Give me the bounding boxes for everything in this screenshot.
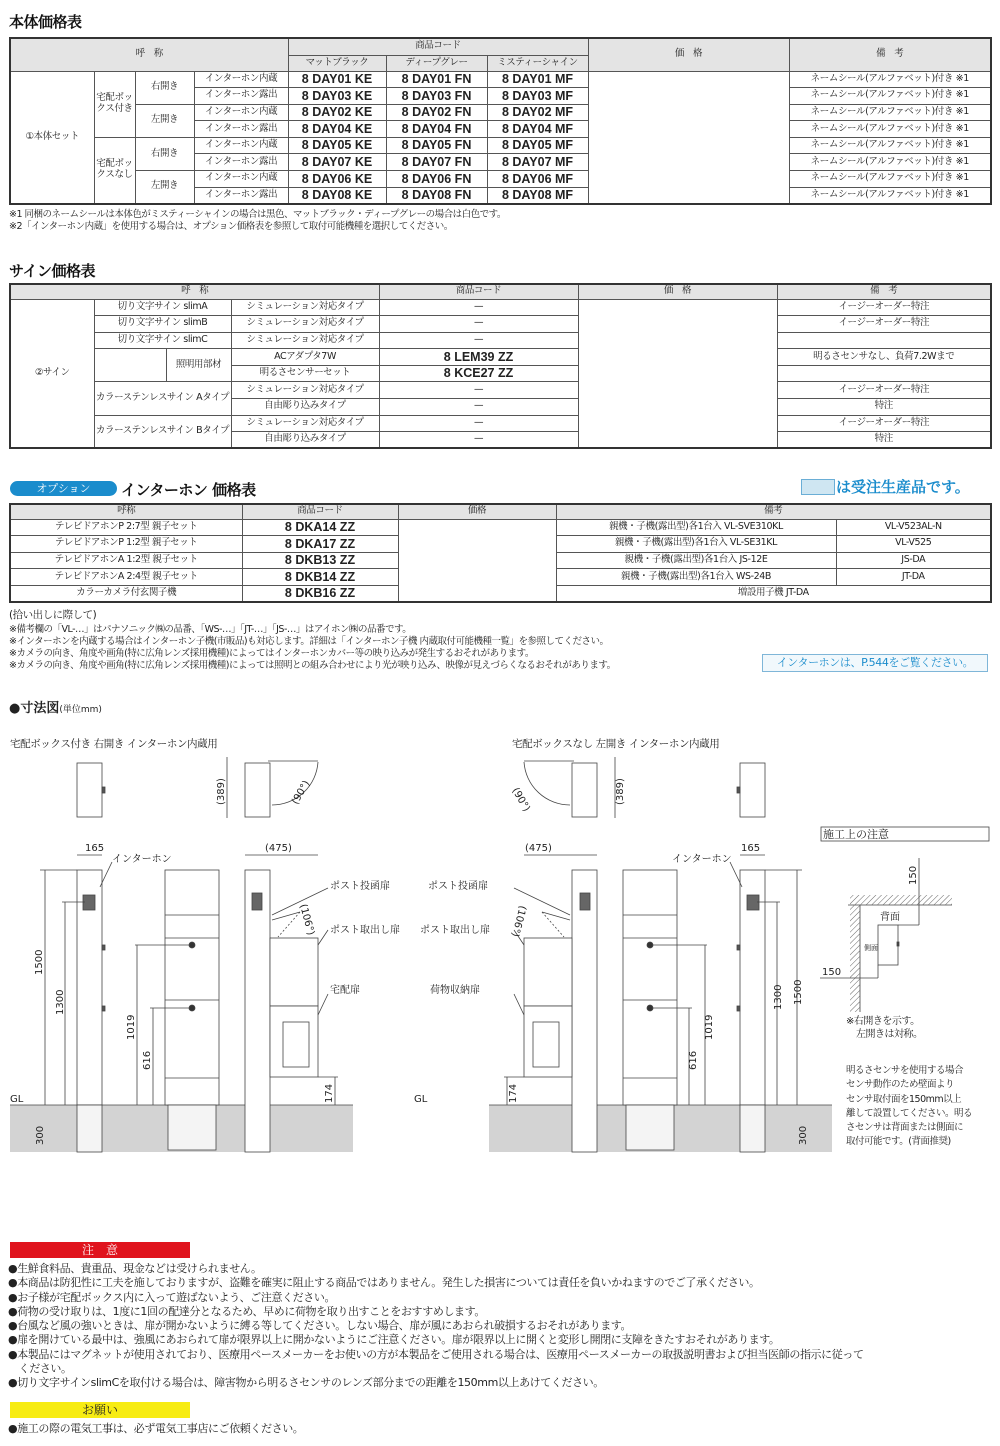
right-diagram-title: 宅配ボックスなし 左開き インターホン内蔵用 [512, 738, 720, 750]
left-dim-1500: 1500 [34, 949, 45, 975]
left-label-post-out: ポスト取出し扉 [330, 925, 400, 936]
right-dim-616: 616 [688, 1050, 699, 1070]
product-code: — [379, 399, 578, 416]
notes-heading: (拾い出しに際して) [9, 609, 97, 621]
left-dim-616: 616 [142, 1050, 153, 1070]
left-dim-389: (389) [216, 778, 227, 805]
install-back-label: 背面 [880, 912, 900, 923]
product-code: 8 DKB13 ZZ [242, 552, 398, 569]
note-cell: 明るさセンサなし、負荷7.2Wまで [777, 349, 991, 366]
product-code: 8 DAY07 MF [487, 154, 588, 171]
opening-label: 左開き [135, 104, 194, 137]
main-table-title: 本体価格表 [9, 13, 82, 31]
product-code: 8 DAY01 KE [288, 71, 386, 88]
note-cell: イージーオーダー特注 [777, 299, 991, 316]
type-cell: シミュレーション対応タイプ [231, 316, 379, 333]
caution-list [8, 1262, 864, 1391]
header-code: 商品コード [288, 38, 588, 55]
note-cell: イージーオーダー特注 [777, 415, 991, 432]
type-cell: シミュレーション対応タイプ [231, 332, 379, 349]
product-code: 8 DAY06 MF [487, 171, 588, 188]
caution-item: ●本商品は防犯性に工夫を施しておりますが、盗難を確実に阻止する商品ではありません。発生した損害については責任を負いかねますのでご了承ください。 [8, 1276, 760, 1290]
note-cell: 親機・子機(露出型)各1台入 VL-SE31KL [556, 536, 836, 553]
option-note-4: ※カメラの向き、角度や画角(特に広角レンズ採用機種)によっては照明との組み合わせにより光が映り込み、映像が見えづらくなるおそれがあります。 [9, 660, 616, 671]
left-dim-1300: 1300 [55, 989, 66, 1015]
right-dim-1019: 1019 [704, 1014, 715, 1040]
made-to-order-label: は受注生産品です。 [836, 478, 970, 496]
left-diagram-title: 宅配ボックス付き 右開き インターホン内蔵用 [10, 738, 218, 750]
install-mirror-note-1: ※右開きを示す。 [846, 1016, 920, 1027]
sign-table-title: サイン価格表 [9, 262, 95, 280]
model-cell: VL-V525 [836, 536, 991, 553]
product-code: 8 DKB14 ZZ [242, 569, 398, 586]
dimension-title-text: ●寸法図 [9, 701, 60, 716]
caution-item: ●生鮮食料品、貴重品、現金などは受けられません。 [8, 1262, 262, 1275]
variant-cell: インターホン内蔵 [194, 137, 288, 154]
caution-item: ●切り文字サインslimCを取付ける場合は、障害物から明るさセンサのレンズ部分までの距離を150mm以上あけてください。 [8, 1376, 604, 1390]
left-dim-165: 165 [85, 843, 105, 854]
right-dim-300: 300 [798, 1125, 809, 1145]
product-code: 8 DAY02 FN [386, 104, 487, 121]
sensor-note-line: 明るさセンサを使用する場合 [846, 1065, 964, 1076]
header-code: 商品コード [242, 504, 398, 519]
header-color-misty-shine: ミスティーシャイン [487, 55, 588, 71]
caution-header: 注 意 [10, 1242, 190, 1258]
option-badge: オプション [10, 481, 117, 496]
caution-item: ●本製品にはマグネットが使用されており、医療用ペースメーカーをお使いの方が本製品をご使用される場合は、医療用ペースメーカーの取扱説明書および担当医師の指示に従って [8, 1347, 864, 1361]
box-group-label: 宅配ボックス付き [94, 71, 135, 137]
header-name: 呼 称 [10, 284, 379, 299]
product-code: 8 DAY04 FN [386, 121, 487, 138]
type-cell: 明るさセンサーセット [231, 365, 379, 382]
caution-item: ●お子様が宅配ボックス内に入って遊ばないよう、ご注意ください。 [8, 1290, 336, 1304]
header-price: 価 格 [588, 38, 789, 71]
sign-name: カラーステンレスサイン Bタイプ [94, 415, 231, 448]
product-code: 8 DAY06 FN [386, 171, 487, 188]
note-cell: ネームシール(アルファベット)付き ※1 [789, 121, 991, 138]
right-label-post-in: ポスト投函扉 [428, 881, 488, 892]
product-code: 8 DAY05 MF [487, 137, 588, 154]
left-unit-drawing [10, 757, 353, 1152]
sensor-note-line: 取付可能です。(背面推奨) [846, 1136, 951, 1148]
see-page-link[interactable]: インターホンは、P.544をご覧ください。 [762, 654, 988, 672]
model-cell: JS-DA [836, 552, 991, 569]
sign-name: 切り文字サイン slimC [94, 332, 231, 349]
left-dim-174: 174 [324, 1083, 335, 1103]
header-code: 商品コード [379, 284, 578, 299]
caution-item: ●台風など風の強いときは、扉が開かないように縛る等してください。しない場合、扉が風にあおられ破損するおそれがあります。 [8, 1319, 632, 1333]
variant-cell: インターホン露出 [194, 154, 288, 171]
intercom-name: テレビドアホンA 1:2型 親子セット [10, 552, 242, 569]
sign-name: 切り文字サイン slimB [94, 316, 231, 333]
request-header: お願い [10, 1402, 190, 1418]
product-code: 8 DAY02 KE [288, 104, 386, 121]
right-dim-106deg: (106°) [508, 904, 528, 938]
sensor-note-line: 離して設置してください。明る [846, 1107, 973, 1119]
install-side-label: 側面 [864, 944, 878, 952]
install-clearance-diagram [820, 827, 989, 1012]
product-code: 8 DAY04 KE [288, 121, 386, 138]
caution-item: ●荷物の受け取りは、1度に1回の配達分となるため、早めに荷物を取り出すことをおすすめします。 [8, 1304, 485, 1318]
variant-cell: インターホン内蔵 [194, 104, 288, 121]
install-mirror-note-2: 左開きは対称。 [856, 1029, 923, 1040]
product-code: 8 DAY08 FN [386, 187, 487, 204]
note-cell: 親機・子機(露出型)各1台入 VL-SVE310KL [556, 519, 836, 536]
product-code: 8 DAY01 FN [386, 71, 487, 88]
product-code: 8 DAY05 FN [386, 137, 487, 154]
dimension-unit: (単位mm) [59, 705, 102, 715]
option-note-2: ※インターホンを内蔵する場合はインターホン子機(市販品)も対応します。詳細は「インターホン子機 内蔵取付可能機種一覧」を参照してください。 [9, 636, 609, 647]
option-note-1: ※備考欄の「VL-…」はパナソニック㈱の品番、「WS-…」「JT-…」「JS-…」はアイホン㈱の品番です。 [9, 624, 412, 635]
variant-cell: インターホン内蔵 [194, 71, 288, 88]
note-cell: 増設用子機 JT-DA [556, 585, 991, 602]
variant-cell: インターホン内蔵 [194, 171, 288, 188]
type-cell: ACアダプタ7W [231, 349, 379, 366]
request-item: ●施工の際の電気工事は、必ず電気工事店にご依頼ください。 [8, 1422, 304, 1435]
product-code: 8 LEM39 ZZ [379, 349, 578, 366]
right-label-intercom: インターホン [672, 854, 732, 865]
product-code: 8 DAY05 KE [288, 137, 386, 154]
caution-item: ●扉を開けている最中は、強風にあおられて扉が限界以上に開かないようにご注意ください。扉が限界以上に開くと変形し開閉に支障をきたすおそれがあります。 [8, 1333, 780, 1347]
header-note: 備考 [556, 504, 991, 519]
product-code: — [379, 299, 578, 316]
footnote-1: ※1 同梱のネームシールは本体色がミスティーシャインの場合は黒色、マットブラック・ディープグレーの場合は白色です。 [9, 209, 506, 220]
product-code: 8 DAY03 MF [487, 88, 588, 105]
note-cell: ネームシール(アルファベット)付き ※1 [789, 104, 991, 121]
set-label: ②サイン [10, 299, 94, 448]
type-cell: シミュレーション対応タイプ [231, 382, 379, 399]
right-dim-1300: 1300 [773, 984, 784, 1010]
type-cell: 自由彫り込みタイプ [231, 399, 379, 416]
header-price: 価格 [398, 504, 556, 519]
left-gl: GL [10, 1094, 24, 1105]
right-label-post-out: ポスト取出し扉 [420, 925, 490, 936]
product-code: 8 DAY08 KE [288, 187, 386, 204]
right-gl: GL [414, 1094, 428, 1105]
product-code: 8 DKA14 ZZ [242, 519, 398, 536]
left-dim-1019: 1019 [126, 1014, 137, 1040]
variant-cell: インターホン露出 [194, 187, 288, 204]
product-code: — [379, 382, 578, 399]
sign-name: 切り文字サイン slimA [94, 299, 231, 316]
left-label-intercom: インターホン [112, 854, 172, 865]
product-code: — [379, 415, 578, 432]
product-code: 8 DAY01 MF [487, 71, 588, 88]
right-dim-174: 174 [508, 1083, 519, 1103]
note-cell: ネームシール(アルファベット)付き ※1 [789, 187, 991, 204]
header-name: 呼称 [10, 504, 242, 519]
type-cell: シミュレーション対応タイプ [231, 299, 379, 316]
opening-label: 右開き [135, 137, 194, 170]
left-label-delivery: 宅配扉 [330, 985, 360, 996]
note-cell: 親機・子機(露出型)各1台入 JS-12E [556, 552, 836, 569]
install-sensor-note [846, 1064, 972, 1150]
type-cell: 自由彫り込みタイプ [231, 432, 379, 449]
intercom-name: テレビドアホンP 2:7型 親子セット [10, 519, 242, 536]
right-label-storage: 荷物収納扉 [430, 985, 480, 996]
sensor-note-line: さセンサは背面または側面に [846, 1122, 964, 1134]
note-cell: イージーオーダー特注 [777, 382, 991, 399]
product-code: — [379, 316, 578, 333]
sub-label: 照明用部材 [166, 349, 231, 382]
product-code: 8 DAY08 MF [487, 187, 588, 204]
left-dim-300: 300 [35, 1125, 46, 1145]
set-label: ①本体セット [10, 71, 94, 204]
product-code: 8 DKB16 ZZ [242, 585, 398, 602]
intercom-name: カラーカメラ付玄関子機 [10, 585, 242, 602]
opening-label: 左開き [135, 171, 194, 204]
right-unit-drawing [489, 757, 832, 1152]
note-cell: イージーオーダー特注 [777, 316, 991, 333]
caution-item: ください。 [8, 1362, 72, 1376]
note-cell: ネームシール(アルファベット)付き ※1 [789, 88, 991, 105]
left-label-post-in: ポスト投函扉 [330, 881, 390, 892]
note-cell: ネームシール(アルファベット)付き ※1 [789, 154, 991, 171]
intercom-name: テレビドアホンP 1:2型 親子セット [10, 536, 242, 553]
header-color-matt-black: マットブラック [288, 55, 386, 71]
model-cell: VL-V523AL-N [836, 519, 991, 536]
opening-label: 右開き [135, 71, 194, 104]
install-dim-150-back: 150 [908, 865, 919, 885]
right-dim-1500: 1500 [793, 979, 804, 1005]
install-title: 施工上の注意 [823, 828, 889, 841]
product-code: 8 DAY07 KE [288, 154, 386, 171]
header-price: 価 格 [578, 284, 777, 299]
intercom-name: テレビドアホンA 2:4型 親子セット [10, 569, 242, 586]
sensor-note-line: センサ動作のため壁面より [846, 1079, 955, 1091]
header-name: 呼 称 [10, 38, 288, 71]
header-note: 備 考 [777, 284, 991, 299]
box-group-label: 宅配ボックスなし [94, 137, 135, 203]
footnote-2: ※2「インターホン内蔵」を使用する場合は、オプション価格表を参照して取付可能機種を選択してください。 [9, 221, 453, 232]
note-cell: ネームシール(アルファベット)付き ※1 [789, 137, 991, 154]
note-cell: 親機・子機(露出型)各1台入 WS-24B [556, 569, 836, 586]
type-cell: シミュレーション対応タイプ [231, 415, 379, 432]
left-dim-106deg: (106°) [297, 902, 316, 937]
note-cell: 特注 [777, 399, 991, 416]
product-code: 8 DAY03 FN [386, 88, 487, 105]
left-dim-475: (475) [265, 843, 292, 854]
model-cell: JT-DA [836, 569, 991, 586]
header-color-deep-gray: ディープグレー [386, 55, 487, 71]
product-code: — [379, 332, 578, 349]
product-code: 8 KCE27 ZZ [379, 365, 578, 382]
product-code: 8 DAY02 MF [487, 104, 588, 121]
variant-cell: インターホン露出 [194, 88, 288, 105]
right-dim-90deg: (90°) [509, 786, 532, 814]
note-cell: 特注 [777, 432, 991, 449]
option-table-title: インターホン 価格表 [121, 481, 256, 499]
note-cell: ネームシール(アルファベット)付き ※1 [789, 171, 991, 188]
note-cell: ネームシール(アルファベット)付き ※1 [789, 71, 991, 88]
sensor-note-line: センサ取付面を150mm以上 [846, 1093, 962, 1105]
install-dim-150-side: 150 [822, 967, 842, 978]
product-code: 8 DAY06 KE [288, 171, 386, 188]
header-note: 備 考 [789, 38, 991, 71]
option-note-3: ※カメラの向き、角度や画角(特に広角レンズ採用機種)によってはインターホンカバー等の映り込みが発生するおそれがあります。 [9, 648, 534, 659]
product-code: 8 DKA17 ZZ [242, 536, 398, 553]
right-dim-475: (475) [525, 843, 552, 854]
right-dim-389: (389) [615, 778, 626, 805]
product-code: 8 DAY07 FN [386, 154, 487, 171]
product-code: — [379, 432, 578, 449]
product-code: 8 DAY04 MF [487, 121, 588, 138]
right-dim-165: 165 [741, 843, 761, 854]
variant-cell: インターホン露出 [194, 121, 288, 138]
product-code: 8 DAY03 KE [288, 88, 386, 105]
left-dim-90deg: (90°) [290, 778, 313, 807]
sign-name: カラーステンレスサイン Aタイプ [94, 382, 231, 415]
